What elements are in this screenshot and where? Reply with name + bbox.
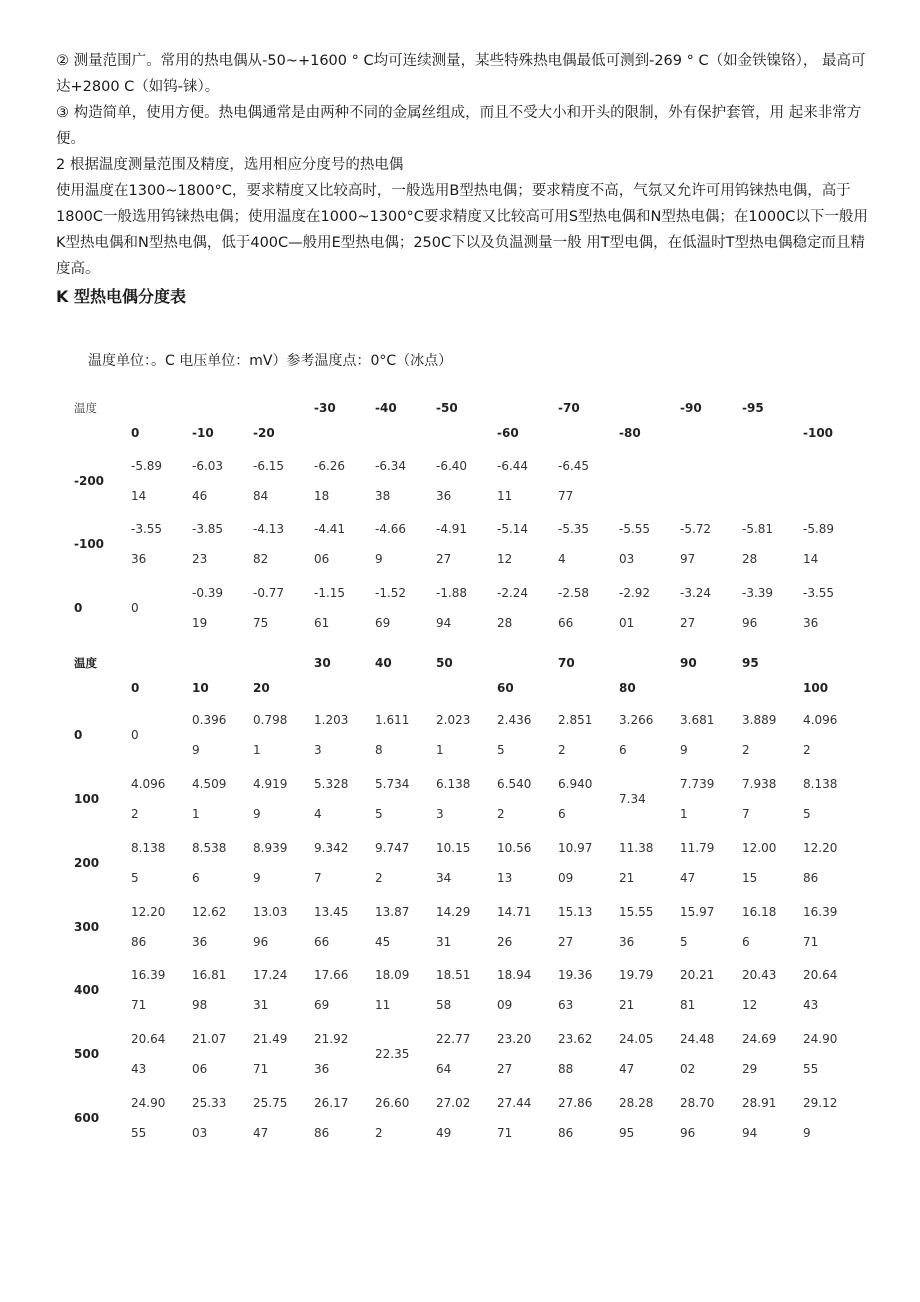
table-cell: 13.87: [375, 905, 410, 919]
table-cell: 43: [803, 998, 819, 1012]
table-cell: 10.56: [497, 841, 532, 855]
table-cell: 6: [619, 743, 627, 757]
table-cell: 03: [619, 552, 635, 566]
row-label: 0: [74, 601, 83, 615]
table-cell: 14: [803, 552, 819, 566]
table-cell: 4.096: [131, 777, 166, 791]
table-cell: 69: [375, 616, 391, 630]
table-cell: 2.851: [558, 713, 593, 727]
table-cell: 96: [253, 935, 269, 949]
table-cell: 17.66: [314, 968, 349, 982]
table-cell: 11.79: [680, 841, 715, 855]
table-cell: 69: [314, 998, 330, 1012]
table-cell: 1: [192, 807, 200, 821]
row-label: 500: [74, 1047, 100, 1061]
table-cell: 9: [253, 807, 261, 821]
table-cell: 11.38: [619, 841, 654, 855]
column-header: -50: [436, 401, 458, 415]
column-header: -30: [314, 401, 336, 415]
table-cell: 71: [803, 935, 819, 949]
table-cell: 38: [375, 489, 391, 503]
table-cell: -4.91: [436, 522, 468, 536]
table-cell: 02: [680, 1062, 696, 1076]
table-cell: 25.75: [253, 1096, 288, 1110]
table-cell: 49: [436, 1126, 452, 1140]
table-cell: 3: [314, 743, 322, 757]
table-cell: -6.15: [253, 459, 285, 473]
table-cell: -6.40: [436, 459, 468, 473]
table-cell: 23.20: [497, 1032, 532, 1046]
table-cell: 8.138: [131, 841, 166, 855]
table-cell: 95: [619, 1126, 635, 1140]
table-cell: -3.39: [742, 586, 774, 600]
table-cell: 5.734: [375, 777, 410, 791]
table-cell: 1: [436, 743, 444, 757]
table-cell: 2.023: [436, 713, 471, 727]
table-cell: 23.62: [558, 1032, 593, 1046]
table-cell: 34: [436, 871, 452, 885]
table-cell: 27: [680, 616, 696, 630]
column-header: 70: [558, 656, 575, 670]
table-cell: -4.41: [314, 522, 346, 536]
table-cell: 28.70: [680, 1096, 715, 1110]
row-label: 600: [74, 1111, 100, 1125]
column-header: -100: [803, 426, 834, 440]
table-cell: 6.540: [497, 777, 532, 791]
table-cell: 14: [131, 489, 147, 503]
table-cell: 09: [558, 871, 574, 885]
table-cell: 18.09: [375, 968, 410, 982]
table-cell: 46: [192, 489, 208, 503]
table-cell: 64: [436, 1062, 452, 1076]
table-cell: 13: [497, 871, 513, 885]
table-cell: 26: [497, 935, 513, 949]
table-cell: 58: [436, 998, 452, 1012]
table-cell: 24.05: [619, 1032, 654, 1046]
table-cell: 19: [192, 616, 208, 630]
table-cell: 5: [375, 807, 383, 821]
table-cell: 45: [375, 935, 391, 949]
column-header: 50: [436, 656, 453, 670]
table-cell: 1.203: [314, 713, 349, 727]
table-cell: -2.58: [558, 586, 590, 600]
temperature-header-label: 温度: [74, 656, 97, 670]
table-cell: 36: [436, 489, 452, 503]
table-cell: -3.85: [192, 522, 224, 536]
table-cell: -3.55: [131, 522, 163, 536]
table-cell: 20.21: [680, 968, 715, 982]
table-cell: 6: [742, 935, 750, 949]
table-cell: 47: [680, 871, 696, 885]
table-cell: 0.798: [253, 713, 288, 727]
column-header: -20: [253, 426, 275, 440]
table-cell: 8.538: [192, 841, 227, 855]
column-header: -40: [375, 401, 397, 415]
column-header: 10: [192, 681, 209, 695]
table-cell: 31: [253, 998, 269, 1012]
table-cell: -5.89: [131, 459, 163, 473]
table-cell: 21.92: [314, 1032, 349, 1046]
table-cell: 28: [497, 616, 513, 630]
table-cell: 18: [314, 489, 330, 503]
table-cell: 86: [558, 1126, 574, 1140]
table-cell: 27.02: [436, 1096, 471, 1110]
table-cell: 81: [680, 998, 696, 1012]
table-cell: 2: [497, 807, 505, 821]
table-cell: 43: [131, 1062, 147, 1076]
column-header: 0: [131, 681, 140, 695]
table-cell: 24.48: [680, 1032, 715, 1046]
table-cell: -2.92: [619, 586, 651, 600]
table-cell: 29.12: [803, 1096, 838, 1110]
table-cell: 21.07: [192, 1032, 227, 1046]
table-cell: 26.17: [314, 1096, 349, 1110]
table-cell: 7.34: [619, 792, 646, 806]
paragraph-selection: 使用温度在1300~1800°C，要求精度又比较高时，一般选用B型热电偶；要求精度不高，气氛又允许可用钨铼热电偶，高于1800C一般选用钨铼热电偶；使用温度在1000~1300°C要求精度又比较高可用S型热电偶和N型热电偶；在1000C以下一般用K型热电偶和N型热电偶，低于400C—般用E型热电偶；250C下以及负温测量一般 用T型电偶，在低温时T型热电偶稳定而且精度高。: [56, 183, 868, 277]
table-cell: 1: [680, 807, 688, 821]
table-cell: 36: [192, 935, 208, 949]
table-cell: 8.138: [803, 777, 838, 791]
table-cell: 82: [253, 552, 269, 566]
row-label: 100: [74, 792, 100, 806]
paragraph-section-2: 2 根据温度测量范围及精度，选用相应分度号的热电偶: [56, 157, 404, 173]
table-cell: 16.39: [131, 968, 166, 982]
table-cell: 06: [192, 1062, 208, 1076]
table-cell: -2.24: [497, 586, 529, 600]
table-cell: 2.436: [497, 713, 532, 727]
table-cell: 21: [619, 871, 635, 885]
column-header: -60: [497, 426, 519, 440]
table-cell: 24.90: [131, 1096, 166, 1110]
table-cell: 71: [497, 1126, 513, 1140]
table-cell: 7: [314, 871, 322, 885]
table-cell: 9.747: [375, 841, 410, 855]
column-header: -95: [742, 401, 764, 415]
table-cell: 4: [558, 552, 566, 566]
row-label: 300: [74, 920, 100, 934]
table-cell: 19.36: [558, 968, 593, 982]
table-cell: 9.342: [314, 841, 349, 855]
table-cell: 5: [680, 935, 688, 949]
table-cell: 14.71: [497, 905, 532, 919]
table-cell: 71: [131, 998, 147, 1012]
table-cell: 0: [131, 601, 139, 615]
table-cell: 9: [803, 1126, 811, 1140]
table-cell: 2: [375, 871, 383, 885]
table-cell: 24.69: [742, 1032, 777, 1046]
table-cell: 3: [436, 807, 444, 821]
table-cell: 3.266: [619, 713, 654, 727]
table-cell: 27.86: [558, 1096, 593, 1110]
table-cell: 5: [497, 743, 505, 757]
table-cell: 12.20: [131, 905, 166, 919]
table-cell: 22.77: [436, 1032, 471, 1046]
table-cell: 4.919: [253, 777, 288, 791]
table-cell: 16.81: [192, 968, 227, 982]
table-cell: -1.15: [314, 586, 346, 600]
table-cell: 18.51: [436, 968, 471, 982]
table-cell: 3.889: [742, 713, 777, 727]
table-heading: K 型热电偶分度表: [56, 287, 186, 306]
table-cell: 86: [803, 871, 819, 885]
column-header: 100: [803, 681, 829, 695]
row-label: -200: [74, 474, 105, 488]
table-cell: -0.77: [253, 586, 285, 600]
paragraph-structure: ③ 构造简单，使用方便。热电偶通常是由两种不同的金属丝组成，而且不受大小和开头的限制，外有保护套管，用 起来非常方便。: [56, 105, 862, 147]
table-cell: 98: [192, 998, 208, 1012]
table-cell: 28: [742, 552, 758, 566]
table-cell: 27: [497, 1062, 513, 1076]
table-cell: 6.940: [558, 777, 593, 791]
table-cell: -1.88: [436, 586, 468, 600]
table-cell: 27: [558, 935, 574, 949]
table-cell: 9: [680, 743, 688, 757]
table-cell: 12.62: [192, 905, 227, 919]
table-cell: 96: [742, 616, 758, 630]
table-cell: 22.35: [375, 1047, 410, 1061]
table-cell: 23: [192, 552, 208, 566]
paragraph-range: ② 测量范围广。常用的热电偶从-50~+1600 ° C均可连续测量，某些特殊热电偶最低可测到-269 ° C（如金铁镍铬）， 最高可达+2800 C（如钨-铼）。: [56, 53, 866, 95]
table-cell: 15.97: [680, 905, 715, 919]
column-header: -10: [192, 426, 214, 440]
table-cell: 6: [192, 871, 200, 885]
table-cell: 97: [680, 552, 696, 566]
table-cell: 2: [803, 743, 811, 757]
table-cell: 4.509: [192, 777, 227, 791]
table-cell: -3.55: [803, 586, 835, 600]
table-cell: 7: [742, 807, 750, 821]
table-cell: 66: [558, 616, 574, 630]
table-cell: 86: [131, 935, 147, 949]
table-cell: 3.681: [680, 713, 715, 727]
table-cell: 18.94: [497, 968, 532, 982]
table-cell: 15: [742, 871, 758, 885]
table-cell: 2: [375, 1126, 383, 1140]
row-label: -100: [74, 537, 105, 551]
table-cell: 31: [436, 935, 452, 949]
table-cell: 01: [619, 616, 635, 630]
table-cell: -5.81: [742, 522, 774, 536]
table-cell: 26.60: [375, 1096, 410, 1110]
table-cell: 10.15: [436, 841, 471, 855]
column-header: 30: [314, 656, 331, 670]
table-cell: 6.138: [436, 777, 471, 791]
table-cell: 2: [742, 743, 750, 757]
column-header: 90: [680, 656, 697, 670]
table-cell: -4.66: [375, 522, 407, 536]
table-cell: 4.096: [803, 713, 838, 727]
table-cell: -5.89: [803, 522, 835, 536]
table-cell: 15.55: [619, 905, 654, 919]
table-cell: 12: [497, 552, 513, 566]
table-cell: -0.39: [192, 586, 224, 600]
table-cell: 06: [314, 552, 330, 566]
table-cell: -6.26: [314, 459, 346, 473]
table-cell: 21.49: [253, 1032, 288, 1046]
table-cell: 94: [436, 616, 452, 630]
table-cell: 2: [131, 807, 139, 821]
table-cell: -4.13: [253, 522, 285, 536]
table-cell: 96: [680, 1126, 696, 1140]
table-cell: 75: [253, 616, 269, 630]
table-cell: -5.35: [558, 522, 590, 536]
table-cell: 86: [314, 1126, 330, 1140]
table-cell: 88: [558, 1062, 574, 1076]
table-cell: 10.97: [558, 841, 593, 855]
table-cell: 20.43: [742, 968, 777, 982]
table-cell: 36: [314, 1062, 330, 1076]
table-cell: 1: [253, 743, 261, 757]
table-cell: 8: [375, 743, 383, 757]
table-cell: -3.24: [680, 586, 712, 600]
table-cell: 0: [131, 728, 139, 742]
units-line: 温度单位：。C 电压单位：mV）参考温度点：0°C（冰点）: [88, 353, 453, 369]
table-cell: -5.14: [497, 522, 529, 536]
table-cell: -6.34: [375, 459, 407, 473]
table-cell: 7.938: [742, 777, 777, 791]
table-cell: 1.611: [375, 713, 410, 727]
table-cell: 25.33: [192, 1096, 227, 1110]
table-cell: 63: [558, 998, 574, 1012]
table-cell: 11: [497, 489, 513, 503]
table-cell: 94: [742, 1126, 758, 1140]
temperature-header-label: 温度: [74, 401, 97, 415]
table-cell: 20.64: [131, 1032, 166, 1046]
table-cell: 16.39: [803, 905, 838, 919]
table-cell: 28.28: [619, 1096, 654, 1110]
table-cell: 36: [131, 552, 147, 566]
table-cell: 47: [619, 1062, 635, 1076]
table-cell: 84: [253, 489, 269, 503]
table-cell: 9: [375, 552, 383, 566]
table-cell: 8.939: [253, 841, 288, 855]
table-cell: -5.72: [680, 522, 712, 536]
table-cell: -6.03: [192, 459, 224, 473]
table-cell: 0.396: [192, 713, 227, 727]
table-cell: 4: [314, 807, 322, 821]
table-cell: 16.18: [742, 905, 777, 919]
table-cell: 21: [619, 998, 635, 1012]
row-label: 0: [74, 728, 83, 742]
table-cell: 77: [558, 489, 574, 503]
table-cell: 47: [253, 1126, 269, 1140]
table-cell: -6.44: [497, 459, 529, 473]
table-cell: 61: [314, 616, 330, 630]
column-header: 95: [742, 656, 759, 670]
table-cell: 66: [314, 935, 330, 949]
table-cell: 55: [131, 1126, 147, 1140]
table-cell: 9: [192, 743, 200, 757]
column-header: 40: [375, 656, 392, 670]
table-cell: 12.20: [803, 841, 838, 855]
column-header: 80: [619, 681, 636, 695]
column-header: -90: [680, 401, 702, 415]
table-cell: 13.45: [314, 905, 349, 919]
table-cell: 03: [192, 1126, 208, 1140]
table-cell: 12.00: [742, 841, 777, 855]
column-header: -80: [619, 426, 641, 440]
row-label: 400: [74, 983, 100, 997]
table-cell: 55: [803, 1062, 819, 1076]
table-cell: 11: [375, 998, 391, 1012]
table-cell: 7.739: [680, 777, 715, 791]
row-label: 200: [74, 856, 100, 870]
table-cell: 29: [742, 1062, 758, 1076]
column-header: 0: [131, 426, 140, 440]
table-cell: -6.45: [558, 459, 590, 473]
table-cell: 12: [742, 998, 758, 1012]
table-cell: 6: [558, 807, 566, 821]
table-cell: 14.29: [436, 905, 471, 919]
table-cell: 19.79: [619, 968, 654, 982]
table-cell: 15.13: [558, 905, 593, 919]
table-cell: 5.328: [314, 777, 349, 791]
table-cell: 71: [253, 1062, 269, 1076]
column-header: 60: [497, 681, 514, 695]
table-cell: 20.64: [803, 968, 838, 982]
table-cell: 28.91: [742, 1096, 777, 1110]
table-cell: -1.52: [375, 586, 407, 600]
table-cell: 5: [131, 871, 139, 885]
table-cell: 27: [436, 552, 452, 566]
table-cell: 36: [803, 616, 819, 630]
table-cell: 9: [253, 871, 261, 885]
table-cell: 13.03: [253, 905, 288, 919]
table-cell: 17.24: [253, 968, 288, 982]
column-header: -70: [558, 401, 580, 415]
table-cell: 2: [558, 743, 566, 757]
table-cell: -5.55: [619, 522, 651, 536]
table-cell: 5: [803, 807, 811, 821]
table-cell: 09: [497, 998, 513, 1012]
table-cell: 36: [619, 935, 635, 949]
table-cell: 27.44: [497, 1096, 532, 1110]
table-cell: 24.90: [803, 1032, 838, 1046]
column-header: 20: [253, 681, 270, 695]
